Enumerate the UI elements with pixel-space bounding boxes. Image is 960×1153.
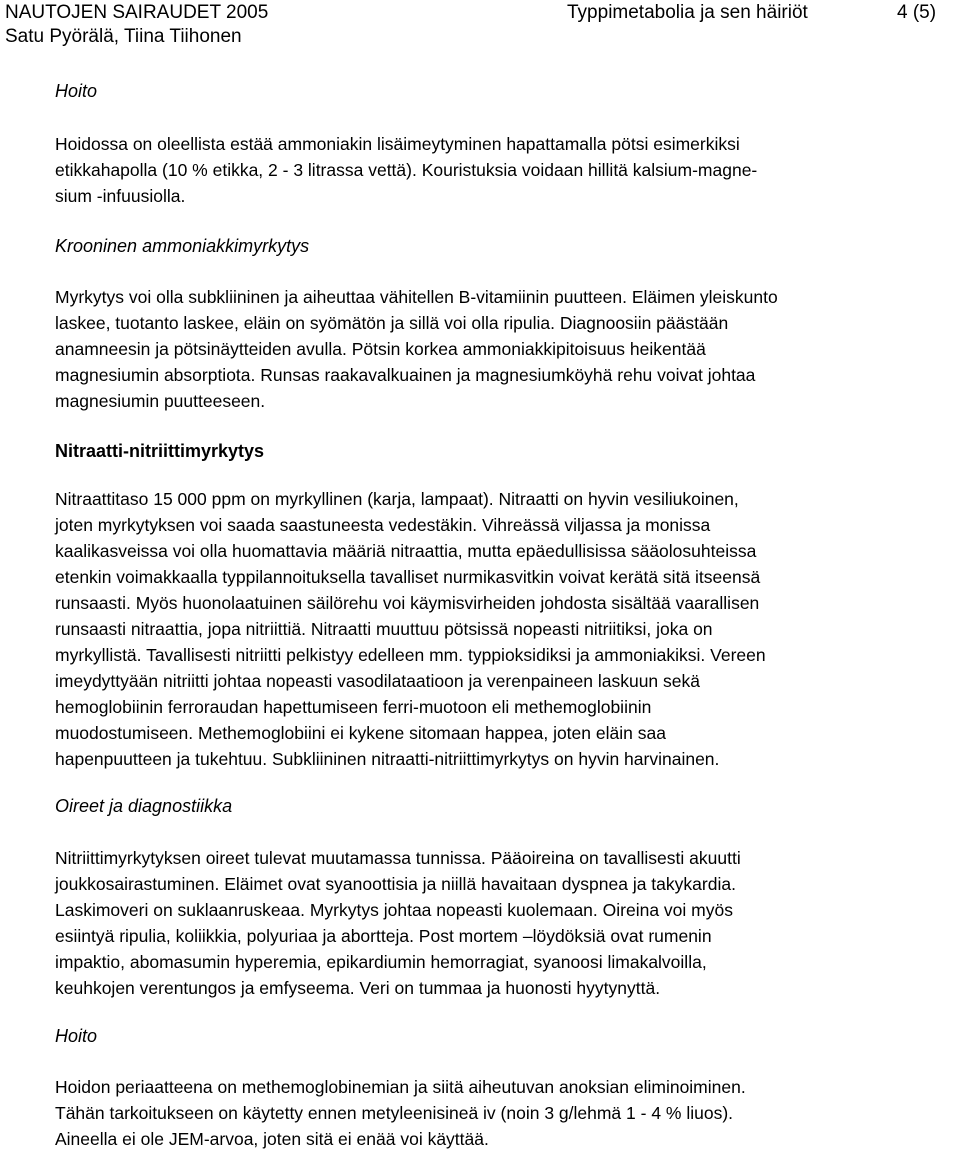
paragraph-oireet bbox=[55, 845, 915, 1001]
header-publication: NAUTOJEN SAIRAUDET 2005 bbox=[5, 2, 269, 23]
text-line: magnesiumin absorptiota. Runsas raakavalkuainen ja magnesiumköyhä rehu voivat johtaa bbox=[55, 365, 756, 385]
paragraph-nitraatti bbox=[55, 486, 915, 772]
text-line: impaktio, abomasumin hyperemia, epikardiumin hemorragiat, syanoosi limakalvoilla, bbox=[55, 952, 707, 972]
text-line: imeydyttyään nitriitti johtaa nopeasti vasodilataatioon ja verenpaineen laskuun sekä bbox=[55, 671, 700, 691]
paragraph-hoito bbox=[55, 131, 915, 209]
text-line: hemoglobiinin ferroraudan hapettumiseen ferri-muotoon eli methemoglobiinin bbox=[55, 697, 652, 717]
section-heading-krooninen: Krooninen ammoniakkimyrkytys bbox=[55, 236, 310, 256]
text-line: muodostumiseen. Methemoglobiini ei kykene sitomaan happea, joten eläin saa bbox=[55, 723, 666, 743]
text-line: anamneesin ja pötsinäytteiden avulla. Pötsin korkea ammoniakkipitoisuus heikentää bbox=[55, 339, 706, 359]
text-line: Nitraattitaso 15 000 ppm on myrkyllinen (karja, lampaat). Nitraatti on hyvin vesiliukoinen, bbox=[55, 489, 739, 509]
header-authors: Satu Pyörälä, Tiina Tiihonen bbox=[5, 26, 242, 47]
text-line: joukkosairastuminen. Eläimet ovat syanoottisia ja niillä havaitaan dyspnea ja takykardia. bbox=[55, 874, 736, 894]
text-line: Hoidossa on oleellista estää ammoniakin lisäimeytyminen hapattamalla pötsi esimerkiksi bbox=[55, 134, 740, 154]
paragraph-hoito-2 bbox=[55, 1074, 915, 1152]
text-line: keuhkojen verentungos ja emfyseema. Veri on tummaa ja huonosti hyytynyttä. bbox=[55, 978, 661, 998]
text-line: myrkyllistä. Tavallisesti nitriitti pelkistyy edelleen mm. typpioksidiksi ja ammoniakiksi. Vereen bbox=[55, 645, 766, 665]
text-line: Nitriittimyrkytyksen oireet tulevat muutamassa tunnissa. Pääoireina on tavallisesti akuutti bbox=[55, 848, 741, 868]
header-topic: Typpimetabolia ja sen häiriöt bbox=[567, 2, 808, 23]
section-heading-hoito: Hoito bbox=[55, 81, 98, 101]
text-line: Aineella ei ole JEM-arvoa, joten sitä ei enää voi käyttää. bbox=[55, 1129, 489, 1149]
text-line: Hoidon periaatteena on methemoglobinemian ja siitä aiheutuvan anoksian eliminoiminen. bbox=[55, 1077, 746, 1097]
text-line: kaalikasveissa voi olla huomattavia määriä nitraattia, mutta epäedullisissa sääolosuhteissa bbox=[55, 541, 757, 561]
text-line: runsaasti. Myös huonolaatuinen säilörehu voi käymisvirheiden johdosta sisältää vaarallisen bbox=[55, 593, 760, 613]
text-line: esiintyä ripulia, koliikkia, polyuriaa ja abortteja. Post mortem –löydöksiä ovat rumenin bbox=[55, 926, 712, 946]
text-line: hapenpuutteen ja tukehtuu. Subkliininen nitraatti-nitriittimyrkytys on hyvin harvinainen. bbox=[55, 749, 720, 769]
section-heading-hoito-2: Hoito bbox=[55, 1026, 98, 1046]
text-line: magnesiumin puutteeseen. bbox=[55, 391, 266, 411]
text-line: Laskimoveri on suklaanruskeaa. Myrkytys johtaa nopeasti kuolemaan. Oireina voi myös bbox=[55, 900, 733, 920]
text-line: etenkin voimakkaalla typpilannoituksella tavalliset nurmikasvitkin voivat kerätä sitä itseensä bbox=[55, 567, 761, 587]
text-line: laskee, tuotanto laskee, eläin on syömätön ja sillä voi olla ripulia. Diagnoosiin päästään bbox=[55, 313, 729, 333]
text-line: Myrkytys voi olla subkliininen ja aiheuttaa vähitellen B-vitamiinin puutteen. Eläimen yleiskunto bbox=[55, 287, 778, 307]
text-line: etikkahapolla (10 % etikka, 2 - 3 litrassa vettä). Kouristuksia voidaan hillitä kalsium-magne- bbox=[55, 160, 758, 180]
paragraph-krooninen bbox=[55, 284, 915, 414]
text-line: sium -infuusiolla. bbox=[55, 186, 186, 206]
text-line: Tähän tarkoitukseen on käytetty ennen metyleenisineä iv (noin 3 g/lehmä 1 - 4 % liuos). bbox=[55, 1103, 734, 1123]
section-heading-oireet: Oireet ja diagnostiikka bbox=[55, 796, 233, 816]
text-line: joten myrkytyksen voi saada saastuneesta vedestäkin. Vihreässä viljassa ja monissa bbox=[55, 515, 711, 535]
header-page-number: 4 (5) bbox=[897, 2, 937, 23]
section-heading-nitraatti: Nitraatti-nitriittimyrkytys bbox=[55, 441, 265, 461]
text-line: runsaasti nitraattia, jopa nitriittiä. Nitraatti muuttuu pötsissä nopeasti nitriitiksi, joka on bbox=[55, 619, 713, 639]
